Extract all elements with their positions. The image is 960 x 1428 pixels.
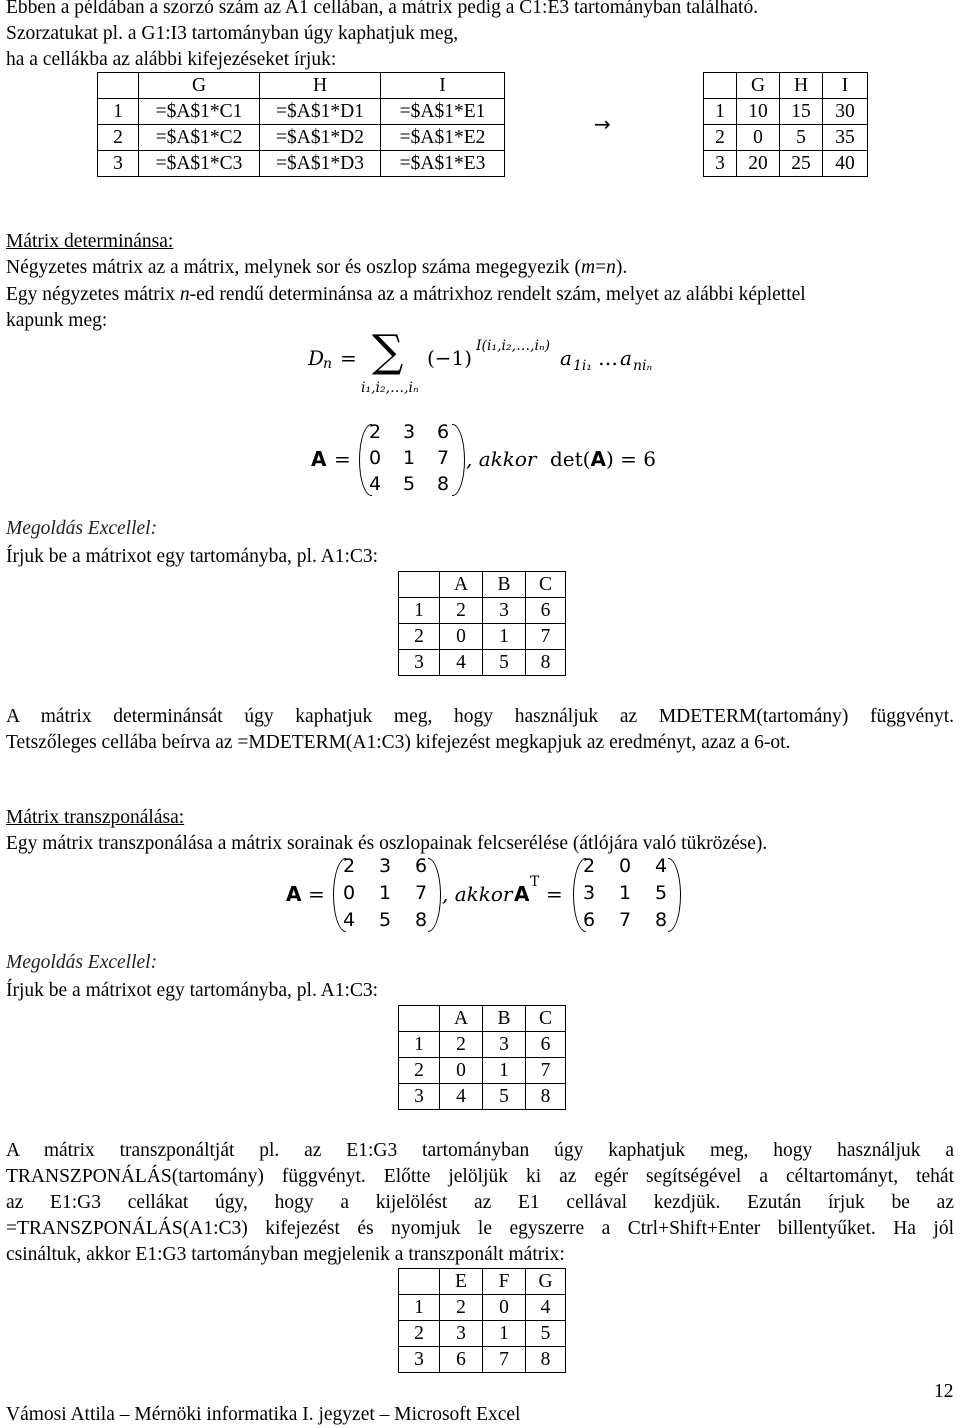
table-header-row bbox=[98, 73, 505, 99]
text-span: Négyzetes mátrix az a mátrix, melynek sor és oszlop száma megegyezik ( bbox=[6, 257, 582, 278]
table-cell bbox=[704, 73, 737, 99]
excel-table-1 bbox=[398, 571, 566, 676]
text-span: Egy négyzetes mátrix bbox=[6, 284, 180, 305]
table-cell: 0 bbox=[440, 1058, 483, 1084]
table-cell: F bbox=[483, 1269, 526, 1295]
formula-lhs-sub: n bbox=[323, 356, 333, 372]
matrix-cell: 5 bbox=[378, 909, 392, 931]
intro-line-2: Szorzatukat pl. a G1:I3 tartományban úgy kaphatjuk meg, bbox=[6, 23, 459, 44]
table-row bbox=[399, 1032, 566, 1058]
table-cell: B bbox=[483, 1006, 526, 1032]
table-cell: 5 bbox=[780, 125, 823, 151]
table-cell: 2 bbox=[440, 1032, 483, 1058]
excel-heading-1: Megoldás Excellel: bbox=[6, 518, 158, 539]
transpose-heading: Mátrix transzponálása: bbox=[6, 807, 185, 828]
table-row bbox=[399, 1058, 566, 1084]
formula-a1: a bbox=[560, 346, 572, 370]
table-row bbox=[399, 1084, 566, 1110]
table-row bbox=[399, 1295, 566, 1321]
table-cell: G bbox=[139, 73, 260, 99]
matrix-cell: 1 bbox=[378, 882, 392, 904]
matrix-cell: 1 bbox=[402, 447, 416, 469]
table-cell: 5 bbox=[483, 1084, 526, 1110]
table-cell: 2 bbox=[440, 1295, 483, 1321]
table-header-row bbox=[704, 73, 868, 99]
table-cell: =$A$1*D3 bbox=[260, 151, 381, 177]
matrix-cell: 0 bbox=[368, 447, 382, 469]
matrix-cell: 8 bbox=[654, 909, 668, 931]
table-cell: 0 bbox=[440, 624, 483, 650]
table-cell: 40 bbox=[823, 151, 868, 177]
table-header-row bbox=[399, 1269, 566, 1295]
mdeterm-line-2: Tetszőleges cellába beírva az =MDETERM(A1:C3) kifejezést megkapjuk az eredményt, azaz a 6-ot. bbox=[6, 732, 791, 753]
excel-line-1: Írjuk be a mátrixot egy tartományba, pl. A1:C3: bbox=[6, 546, 379, 567]
transpose-superscript: T bbox=[530, 874, 540, 890]
matrix-label: A bbox=[286, 882, 302, 906]
table-cell: 4 bbox=[526, 1295, 566, 1321]
matrix-cell: 7 bbox=[414, 882, 428, 904]
table-cell: 1 bbox=[483, 624, 526, 650]
determinant-heading: Mátrix determinánsa: bbox=[6, 231, 174, 252]
table-cell: 2 bbox=[98, 125, 139, 151]
table-cell: 6 bbox=[526, 598, 566, 624]
matrix-cell: 4 bbox=[368, 473, 382, 495]
table-row bbox=[704, 99, 868, 125]
text-span: ). bbox=[615, 257, 628, 278]
formula-sigma-sub: i₁,i₂,…,iₙ bbox=[361, 380, 419, 396]
matrix-label-transposed: A bbox=[514, 882, 530, 906]
matrix-cell: 6 bbox=[414, 855, 428, 877]
table-cell: 3 bbox=[399, 1347, 440, 1373]
table-cell: 2 bbox=[399, 624, 440, 650]
matrix-cell: 2 bbox=[342, 855, 356, 877]
intro-line-1: Ebben a példában a szorzó szám az A1 cellában, a mátrix pedig a C1:E3 tartományban található. bbox=[6, 0, 759, 18]
matrix-cell: 7 bbox=[436, 447, 450, 469]
matrix-cell: 5 bbox=[402, 473, 416, 495]
table-row bbox=[98, 151, 505, 177]
table-cell: 3 bbox=[704, 151, 737, 177]
matrix-cell: 6 bbox=[582, 909, 596, 931]
table-header-row bbox=[399, 572, 566, 598]
table-cell: C bbox=[526, 572, 566, 598]
matrix-cell: 6 bbox=[436, 421, 450, 443]
formula-exponent: I(i₁,i₂,…,iₙ) bbox=[476, 338, 551, 354]
table-cell: 35 bbox=[823, 125, 868, 151]
mdeterm-line-1: A mátrix determinánsát úgy kaphatjuk meg, hogy használjuk az MDETERM(tartomány) függvényt. bbox=[6, 706, 954, 727]
table-cell: 0 bbox=[483, 1295, 526, 1321]
table-cell: A bbox=[440, 572, 483, 598]
table-cell: =$A$1*E2 bbox=[381, 125, 505, 151]
table-cell: 1 bbox=[399, 1032, 440, 1058]
table-cell: 1 bbox=[98, 99, 139, 125]
det-arg: A bbox=[590, 447, 606, 471]
right-arrow-icon: → bbox=[594, 112, 611, 136]
matrix-label: A bbox=[311, 447, 327, 471]
matrix-cell: 2 bbox=[368, 421, 382, 443]
matrix-cell: 3 bbox=[402, 421, 416, 443]
table-row bbox=[98, 99, 505, 125]
table-row bbox=[399, 598, 566, 624]
table-cell: 3 bbox=[399, 650, 440, 676]
table-row bbox=[704, 125, 868, 151]
table-cell: 2 bbox=[399, 1058, 440, 1084]
transpose-para-5: csináltuk, akkor E1:G3 tartományban megjelenik a transzponált mátrix: bbox=[6, 1244, 565, 1265]
right-paren-icon bbox=[428, 858, 441, 932]
transpose-para-4: =TRANSZPONÁLÁS(A1:C3) kifejezést és nyomjuk le egyszerre a Ctrl+Shift+Enter billentyűket. Ha jól bbox=[6, 1218, 954, 1239]
table-cell: C bbox=[526, 1006, 566, 1032]
table-cell: 5 bbox=[526, 1321, 566, 1347]
formula-table bbox=[97, 72, 505, 177]
matrix-cell: 8 bbox=[436, 473, 450, 495]
table-cell: G bbox=[737, 73, 780, 99]
matrix-cell: 4 bbox=[654, 855, 668, 877]
formula-a1-sub: 1i₁ bbox=[573, 358, 592, 374]
table-cell: 8 bbox=[526, 1084, 566, 1110]
matrix-cell: 1 bbox=[618, 882, 632, 904]
table-row bbox=[98, 125, 505, 151]
table-cell: =$A$1*D1 bbox=[260, 99, 381, 125]
table-cell: 6 bbox=[440, 1347, 483, 1373]
sigma-icon: ∑ bbox=[372, 326, 404, 377]
right-paren-icon bbox=[452, 424, 465, 496]
transpose-para-1: A mátrix transzponáltját pl. az E1:G3 tartományban úgy kaphatjuk meg, hogy használjuk a bbox=[6, 1140, 954, 1161]
table-cell: 3 bbox=[483, 598, 526, 624]
matrix-cell: 2 bbox=[582, 855, 596, 877]
table-cell: 6 bbox=[526, 1032, 566, 1058]
akkor-text: , akkor bbox=[442, 882, 513, 906]
excel-heading-2: Megoldás Excellel: bbox=[6, 952, 158, 973]
result-table bbox=[703, 72, 868, 177]
formula-base: (−1) bbox=[427, 346, 473, 370]
table-cell: 1 bbox=[483, 1321, 526, 1347]
table-cell: I bbox=[823, 73, 868, 99]
transpose-para-2: TRANSZPONÁLÁS(tartomány) függvényt. Előtte jelöljük ki az egér segítségével a céltartományt, tehát bbox=[6, 1166, 954, 1187]
determinant-line-1 bbox=[6, 256, 627, 280]
text-span: -ed rendű determinánsa az a mátrixhoz rendelt szám, melyet az alábbi képlettel bbox=[189, 284, 806, 305]
table-cell: 3 bbox=[483, 1032, 526, 1058]
excel-line-2: Írjuk be a mátrixot egy tartományba, pl. A1:C3: bbox=[6, 980, 379, 1001]
table-cell: =$A$1*C1 bbox=[139, 99, 260, 125]
table-cell: 1 bbox=[399, 1295, 440, 1321]
table-cell: =$A$1*C2 bbox=[139, 125, 260, 151]
table-cell: =$A$1*C3 bbox=[139, 151, 260, 177]
footer-text: Vámosi Attila – Mérnöki informatika I. jegyzet – Microsoft Excel bbox=[6, 1404, 521, 1425]
excel-table-2 bbox=[398, 1005, 566, 1110]
matrix-cell: 7 bbox=[618, 909, 632, 931]
transpose-line-1: Egy mátrix transzponálása a mátrix sorainak és oszlopainak felcserélése (átlójára való tükrözése). bbox=[6, 833, 768, 854]
matrix-cell: 0 bbox=[618, 855, 632, 877]
equals-sign: = bbox=[546, 882, 563, 906]
formula-lhs: D bbox=[308, 346, 325, 370]
math-var: m bbox=[581, 257, 596, 278]
table-cell: H bbox=[780, 73, 823, 99]
table-cell: A bbox=[440, 1006, 483, 1032]
table-cell: 8 bbox=[526, 650, 566, 676]
table-cell: 1 bbox=[483, 1058, 526, 1084]
text-span: = bbox=[595, 257, 607, 278]
table-row bbox=[704, 151, 868, 177]
right-paren-icon bbox=[668, 858, 681, 932]
table-cell bbox=[399, 572, 440, 598]
matrix-cell: 3 bbox=[378, 855, 392, 877]
table-cell: 2 bbox=[440, 598, 483, 624]
table-row bbox=[399, 650, 566, 676]
table-row bbox=[399, 624, 566, 650]
transpose-para-3: az E1:G3 cellákat úgy, hogy a kijelölést az E1 cellával kezdjük. Ezután írjuk be az bbox=[6, 1192, 954, 1213]
math-var: n bbox=[179, 284, 190, 305]
equals-sign: = bbox=[334, 447, 351, 471]
table-cell: 3 bbox=[98, 151, 139, 177]
page-number: 12 bbox=[934, 1381, 954, 1402]
table-cell: 25 bbox=[780, 151, 823, 177]
table-row bbox=[399, 1321, 566, 1347]
table-cell: 0 bbox=[737, 125, 780, 151]
table-cell: H bbox=[260, 73, 381, 99]
matrix-cell: 4 bbox=[342, 909, 356, 931]
table-cell: 30 bbox=[823, 99, 868, 125]
table-cell: 4 bbox=[440, 650, 483, 676]
det-open: det( bbox=[550, 447, 591, 471]
math-var: n bbox=[606, 257, 616, 278]
table-cell: 1 bbox=[399, 598, 440, 624]
table-cell: 1 bbox=[704, 99, 737, 125]
table-cell: 3 bbox=[399, 1084, 440, 1110]
table-cell: =$A$1*E3 bbox=[381, 151, 505, 177]
table-cell: 15 bbox=[780, 99, 823, 125]
table-cell: 7 bbox=[526, 1058, 566, 1084]
table-cell bbox=[399, 1269, 440, 1295]
matrix-cell: 8 bbox=[414, 909, 428, 931]
table-cell: 10 bbox=[737, 99, 780, 125]
table-cell: B bbox=[483, 572, 526, 598]
table-cell bbox=[98, 73, 139, 99]
table-header-row bbox=[399, 1006, 566, 1032]
det-text bbox=[550, 447, 656, 471]
table-cell: E bbox=[440, 1269, 483, 1295]
matrix-cell: 3 bbox=[582, 882, 596, 904]
table-cell: =$A$1*D2 bbox=[260, 125, 381, 151]
determinant-line-2 bbox=[6, 283, 806, 307]
formula-a2-sub: niₙ bbox=[633, 358, 653, 374]
intro-line-3: ha a cellákba az alábbi kifejezéseket írjuk: bbox=[6, 49, 337, 70]
table-cell: 7 bbox=[526, 624, 566, 650]
table-cell: 2 bbox=[399, 1321, 440, 1347]
table-cell: 7 bbox=[483, 1347, 526, 1373]
matrix-cell: 5 bbox=[654, 882, 668, 904]
table-cell bbox=[399, 1006, 440, 1032]
table-cell: G bbox=[526, 1269, 566, 1295]
table-cell: 5 bbox=[483, 650, 526, 676]
equals-sign: = bbox=[308, 882, 325, 906]
table-cell: =$A$1*E1 bbox=[381, 99, 505, 125]
akkor-text: , akkor bbox=[466, 447, 537, 471]
table-cell: 20 bbox=[737, 151, 780, 177]
table-row bbox=[399, 1347, 566, 1373]
matrix-cell: 0 bbox=[342, 882, 356, 904]
table-cell: 8 bbox=[526, 1347, 566, 1373]
table-cell: I bbox=[381, 73, 505, 99]
transpose-result-table bbox=[398, 1268, 566, 1373]
table-cell: 4 bbox=[440, 1084, 483, 1110]
formula-a2: a bbox=[620, 346, 632, 370]
table-cell: 2 bbox=[704, 125, 737, 151]
det-close: ) = 6 bbox=[605, 447, 656, 471]
determinant-line-3: kapunk meg: bbox=[6, 310, 108, 331]
table-cell: 3 bbox=[440, 1321, 483, 1347]
formula-eq: = bbox=[340, 346, 357, 370]
formula-dots: … bbox=[598, 346, 618, 370]
